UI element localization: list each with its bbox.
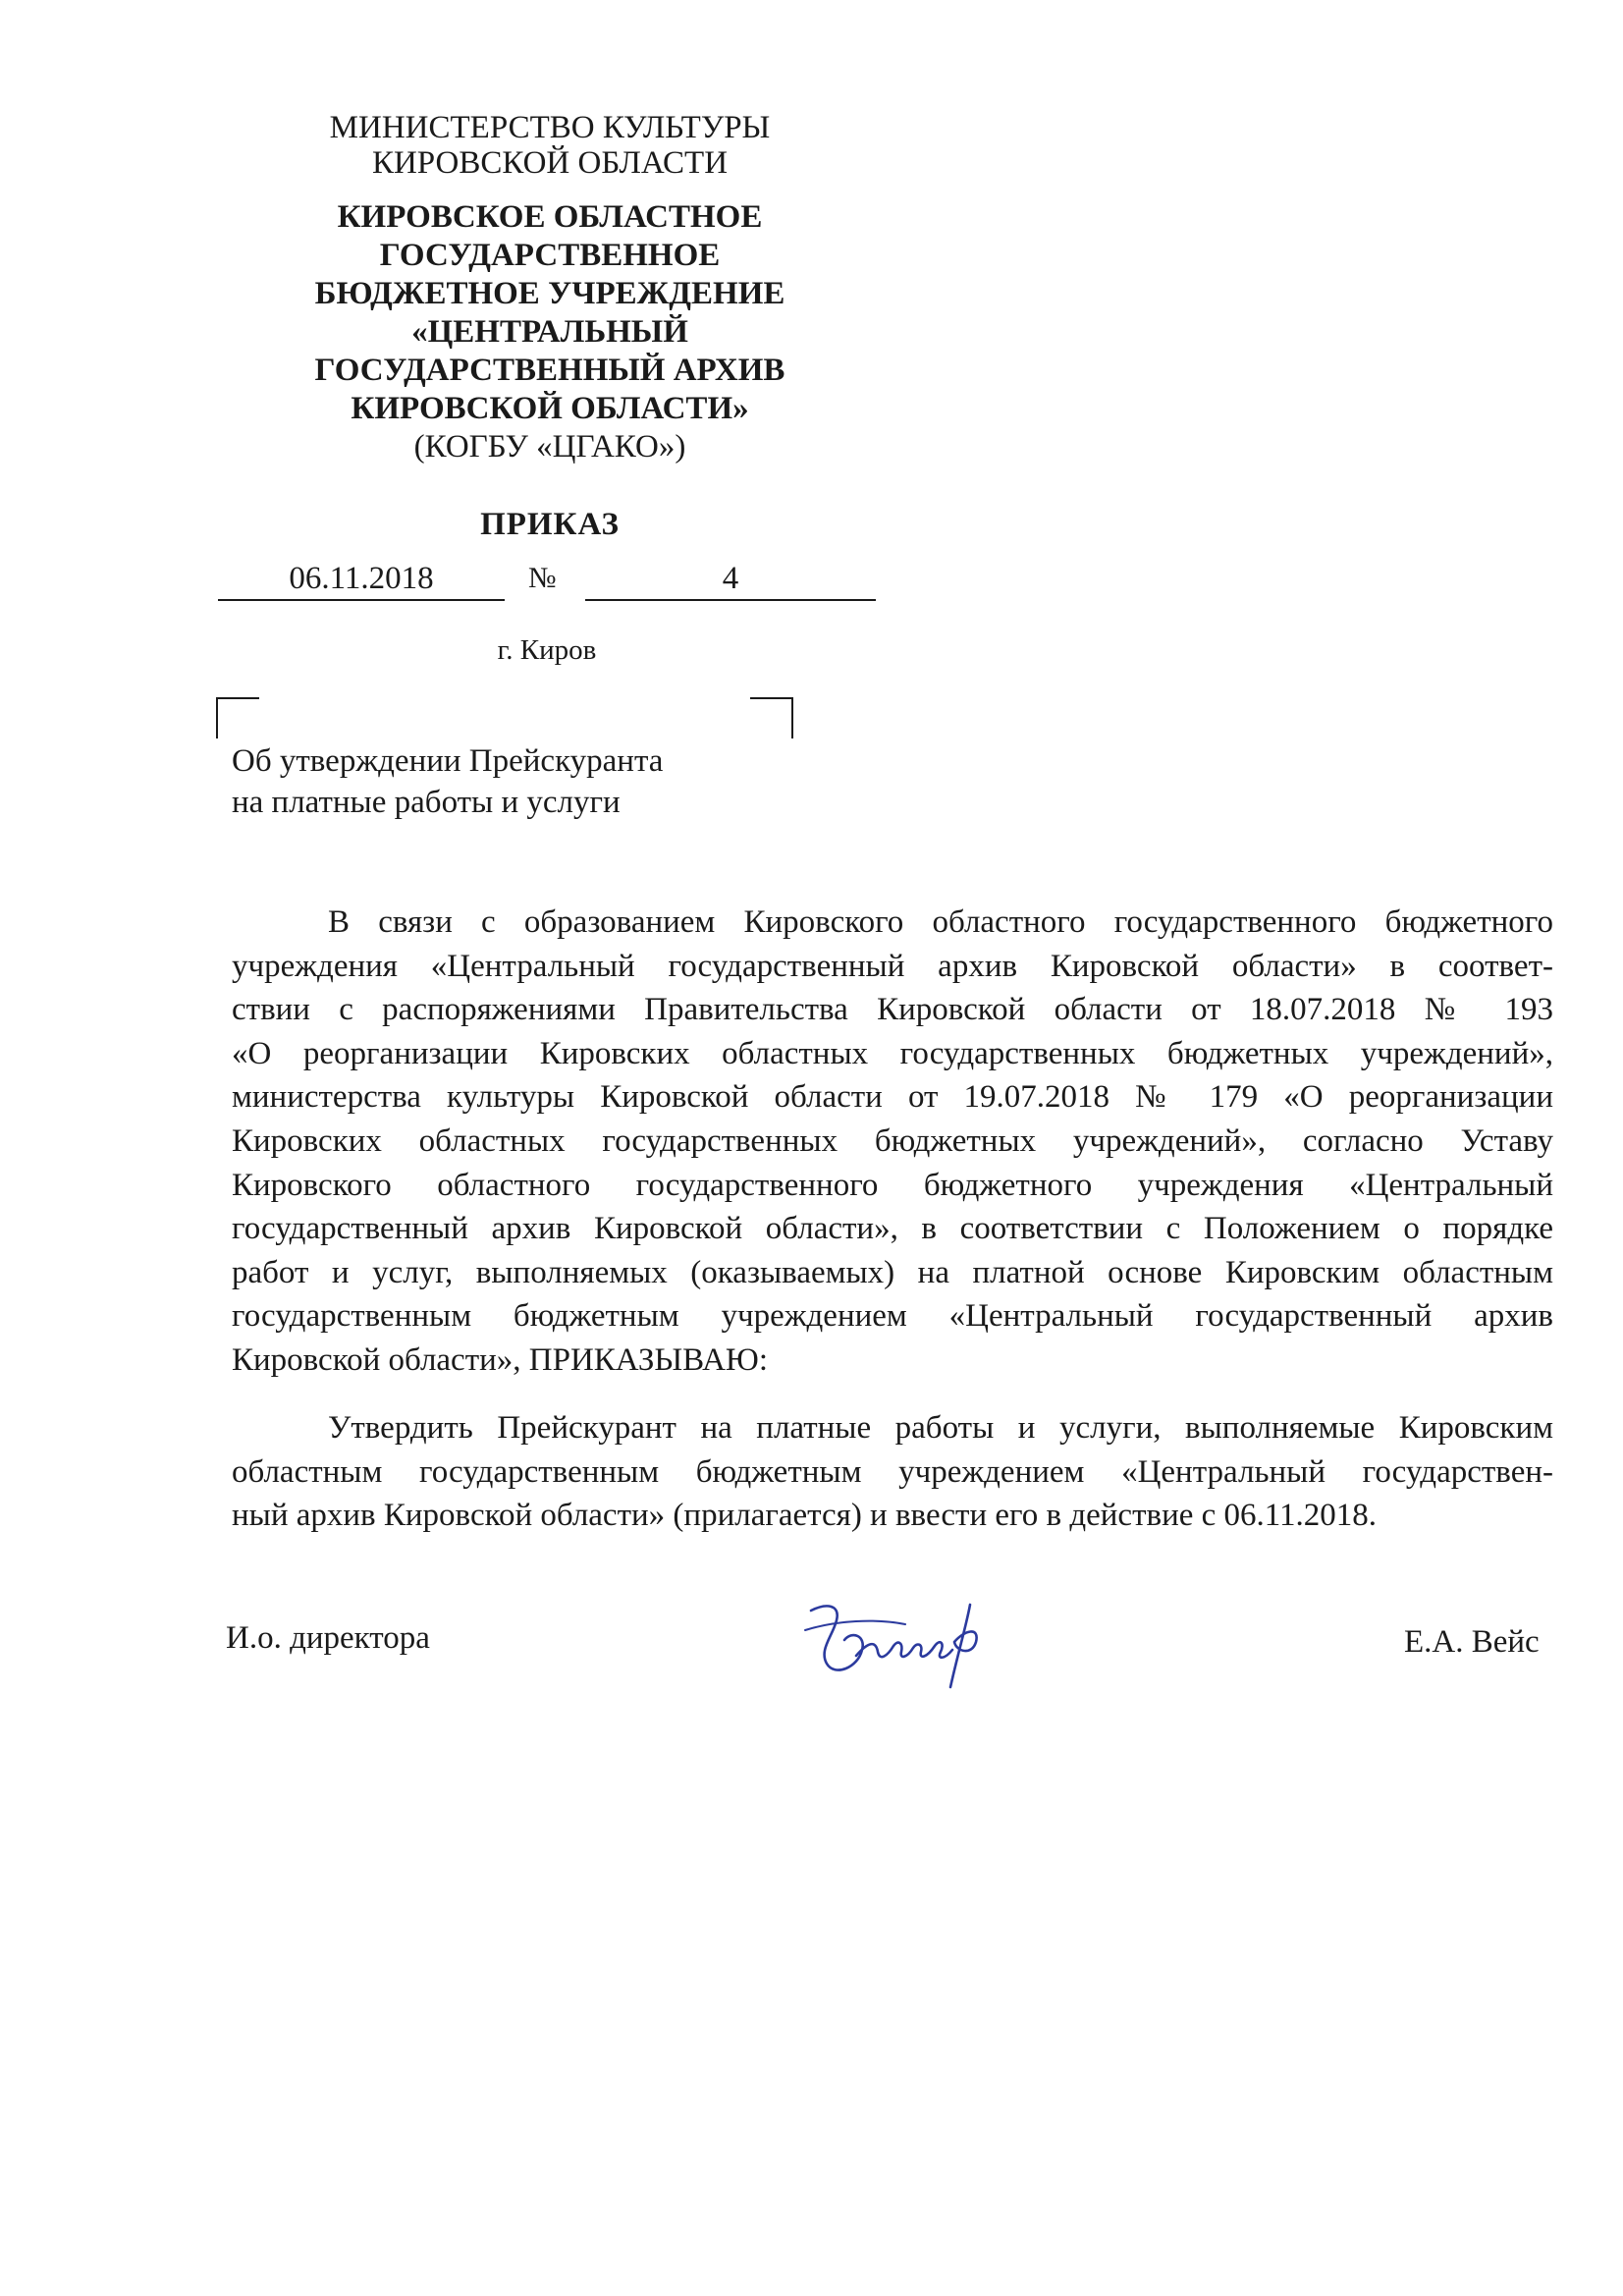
paragraph-line: Утвердить Прейскурант на платные работы и услуги, выполняемые Кировским <box>328 1410 1553 1446</box>
subject-corner-right <box>750 697 793 738</box>
ministry-line-1: МИНИСТЕРСТВО КУЛЬТУРЫ <box>329 110 771 145</box>
order-number: 4 <box>585 558 876 601</box>
organization-name-line: КИРОВСКОЙ ОБЛАСТИ» <box>351 391 749 426</box>
organization-name-line: БЮДЖЕТНОЕ УЧРЕЖДЕНИЕ <box>314 276 785 311</box>
city-label: г. Киров <box>497 634 597 666</box>
ministry-line-2: КИРОВСКОЙ ОБЛАСТИ <box>371 145 729 181</box>
signature-stroke <box>811 1605 977 1687</box>
number-sign: № <box>528 562 557 594</box>
subject-line-2: на платные работы и услуги <box>232 785 621 820</box>
organization-short-name: (КОГБУ «ЦГАКО») <box>413 429 686 465</box>
order-subject <box>232 740 782 823</box>
paragraph-line: работ и услуг, выполняемых (оказываемых) на платной основе Кировским областным <box>232 1254 1553 1290</box>
handwritten-signature <box>797 1591 1013 1699</box>
document-header <box>216 110 884 543</box>
body-paragraph-2 <box>232 1406 1553 1538</box>
organization-name-line: «ЦЕНТРАЛЬНЫЙ <box>411 314 688 350</box>
paragraph-line: В связи с образованием Кировского областного государственного бюджетного <box>328 904 1553 940</box>
paragraph-line: государственным бюджетным учреждением «Центральный государственный архив <box>232 1298 1553 1335</box>
subject-corner-left <box>216 697 259 738</box>
paragraph-line: областным государственным бюджетным учреждением «Центральный государствен- <box>232 1453 1553 1490</box>
signature-underline <box>805 1621 905 1630</box>
document-type-title: ПРИКАЗ <box>480 507 620 542</box>
signatory-name: Е.А. Вейс <box>1404 1624 1540 1660</box>
organization-name-line: ГОСУДАРСТВЕННЫЙ АРХИВ <box>314 353 785 388</box>
organization-name-line: КИРОВСКОЕ ОБЛАСТНОЕ <box>337 199 763 235</box>
paragraph-line: Кировского областного государственного бюджетного учреждения «Центральный <box>232 1167 1553 1203</box>
paragraph-line: Кировской области», ПРИКАЗЫВАЮ: <box>232 1341 768 1378</box>
organization-name <box>216 198 884 428</box>
signatory-role: И.о. директора <box>226 1620 430 1656</box>
paragraph-line: Кировских областных государственных бюджетных учреждений», согласно Уставу <box>232 1122 1553 1159</box>
order-date: 06.11.2018 <box>218 558 505 601</box>
body-paragraph-1 <box>232 901 1553 1383</box>
subject-line-1: Об утверждении Прейскуранта <box>232 743 664 779</box>
organization-name-line: ГОСУДАРСТВЕННОЕ <box>379 238 721 273</box>
paragraph-line: учреждения «Центральный государственный архив Кировской области» в соответ- <box>232 948 1553 984</box>
paragraph-line: ствии с распоряжениями Правительства Кировской области от 18.07.2018 № 193 <box>232 992 1553 1028</box>
paragraph-line: государственный архив Кировской области», в соответствии с Положением о порядке <box>232 1211 1553 1247</box>
paragraph-line: ный архив Кировской области» (прилагается) и ввести его в действие с 06.11.2018. <box>232 1498 1378 1534</box>
paragraph-line: министерства культуры Кировской области от 19.07.2018 № 179 «О реорганизации <box>232 1079 1553 1116</box>
paragraph-line: «О реорганизации Кировских областных государственных бюджетных учреждений», <box>232 1035 1553 1071</box>
